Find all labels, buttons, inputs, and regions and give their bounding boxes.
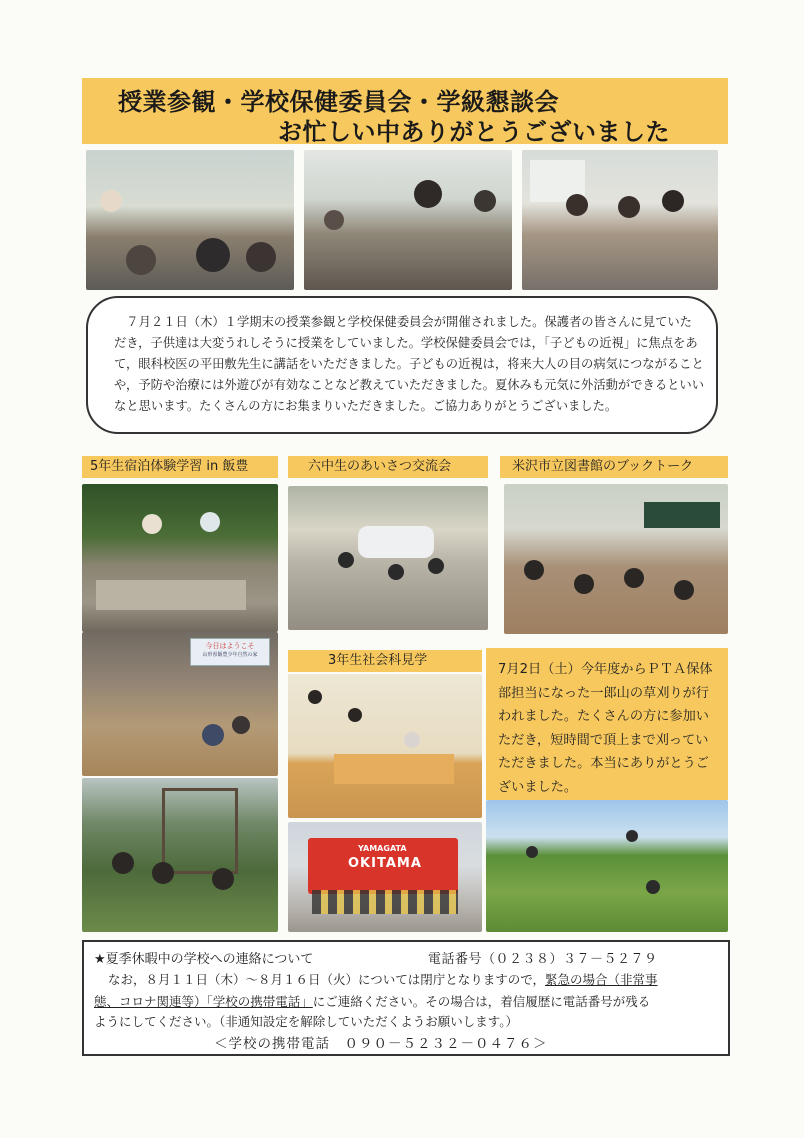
mowing-hill-photo bbox=[486, 800, 728, 932]
camp-hall-photo bbox=[82, 632, 278, 776]
contact-emergency-1: 緊急の場合（非常事 bbox=[545, 972, 658, 987]
welcome-sign bbox=[190, 638, 270, 666]
field-trip-group-photo bbox=[288, 674, 482, 818]
caption-camp: 5年生宿泊体験学習 in 飯豊 bbox=[82, 456, 278, 478]
contact-body-1a: なお，８月１１日（木）～８月１６日（火）については閉庁となりますので， bbox=[108, 972, 546, 987]
classroom-photo-1 bbox=[86, 150, 294, 290]
greeting-exchange-photo bbox=[288, 486, 488, 630]
contact-emergency-2: 態、コロナ関連等）「学校の携帯電話」 bbox=[94, 994, 313, 1009]
classroom-photo-2 bbox=[304, 150, 512, 290]
pta-mowing-note bbox=[486, 648, 728, 800]
school-mobile-number: ＜学校の携帯電話 ０９０－５２３２－０４７６＞ bbox=[214, 1036, 548, 1052]
caption-library: 米沢市立図書館のブックトーク bbox=[500, 456, 728, 478]
truck-text-2: OKITAMA bbox=[348, 856, 422, 871]
summer-contact-box bbox=[82, 940, 730, 1056]
contact-body-line-1 bbox=[108, 970, 658, 988]
welcome-sign-line-2: 山形県飯豊少年自然の家 bbox=[202, 652, 258, 658]
title-line-2: お忙しい中ありがとうございました bbox=[278, 118, 670, 146]
pta-text: 7月2日（土）今年度からＰＴＡ保体部担当になった一郎山の草刈りが行われました。たくさんの方に参加いただき，短時間で頂上まで刈っていただきました。本当にありがとうございました。 bbox=[498, 662, 713, 795]
contact-body-line-3: ようにしてください。（非通知設定を解除していただくようお願いします。） bbox=[94, 1014, 519, 1029]
caption-social: 3年生社会科見学 bbox=[288, 650, 482, 672]
intro-text: ７月２１日（木）１学期末の授業参観と学校保健委員会が開催されました。保護者の皆さんに見ていただき，子供達は大変うれしそうに授業をしていました。学校保健委員会では，「子どもの近視」に焦点をあて，眼科校医の平田敷先生に講話をいただきました。子どもの近視は，将来大人の目の病気につながることや，予防や治療には外遊びが有効なことなど教えていただきました。夏休みも元気に外活動ができるといいなと思います。たくさんの方にお集まりいただきました。ご協力ありがとうございました。 bbox=[114, 315, 705, 413]
contact-heading: ★夏季休暇中の学校への連絡について bbox=[94, 952, 314, 967]
title-line-1: 授業参観・学校保健委員会・学級懇談会 bbox=[118, 88, 559, 116]
camp-group-photo bbox=[82, 778, 278, 932]
classroom-photo-3 bbox=[522, 150, 718, 290]
book-talk-photo bbox=[504, 484, 728, 634]
caption-greeting: 六中生のあいさつ交流会 bbox=[288, 456, 488, 478]
title-banner bbox=[82, 78, 728, 144]
contact-phone: 電話番号（０２３８）３７－５２７９ bbox=[428, 952, 658, 967]
intro-text-box bbox=[86, 296, 718, 434]
welcome-sign-line-1: 今日はようこそ bbox=[205, 642, 255, 650]
contact-body-2b: にご連絡ください。その場合は，着信履歴に電話番号が残る bbox=[312, 994, 651, 1009]
contact-body-line-2 bbox=[94, 992, 650, 1010]
camp-cooking-photo bbox=[82, 484, 278, 632]
truck-text-1: YAMAGATA bbox=[358, 844, 407, 853]
yamagata-truck-photo bbox=[288, 822, 482, 932]
